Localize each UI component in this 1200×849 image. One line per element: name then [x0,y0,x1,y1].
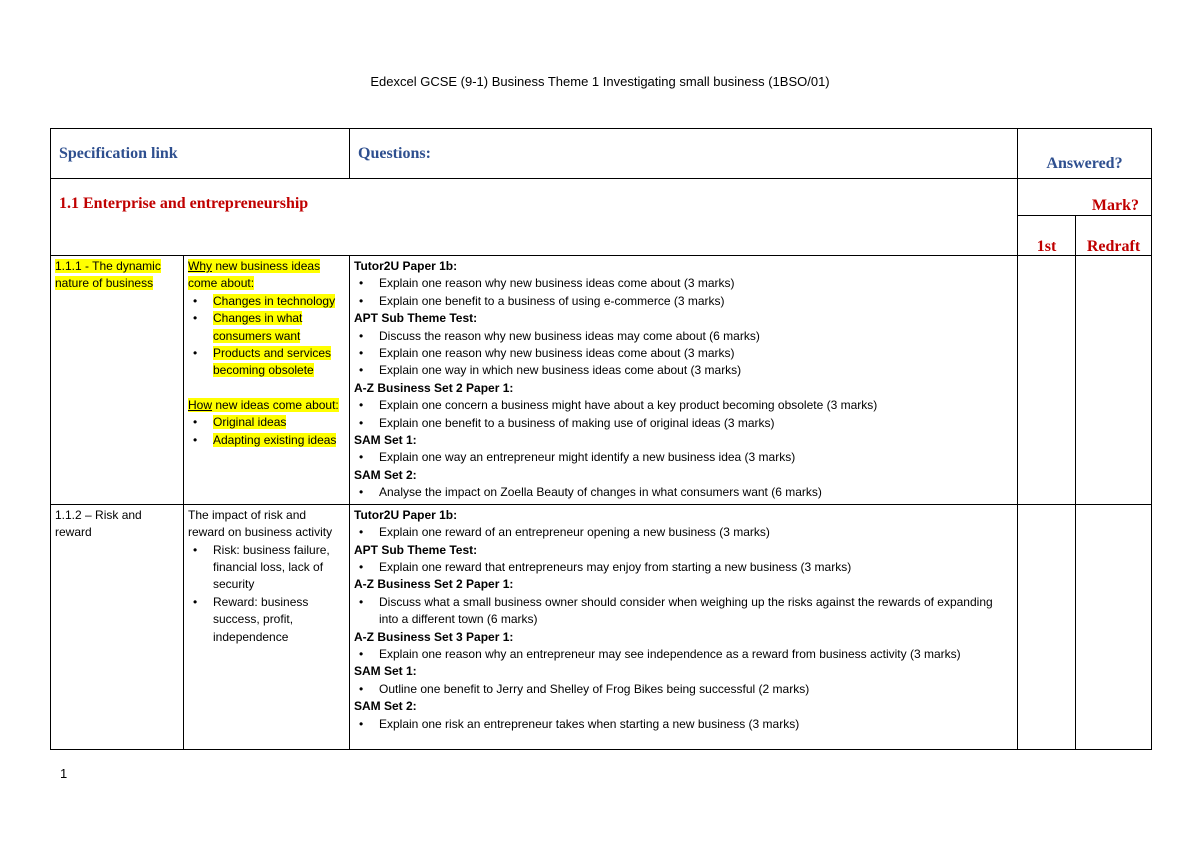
redraft-header: Redraft [1076,216,1152,256]
mark-first-cell[interactable] [1018,256,1076,505]
source-label: Tutor2U Paper 1b: [354,259,458,273]
question-item: • Explain one way in which new business ideas come about (3 marks) [354,362,1013,379]
source-label: A-Z Business Set 2 Paper 1: [354,380,514,395]
document-title: Edexcel GCSE (9-1) Business Theme 1 Investigating small business (1BSO/01) [370,74,830,89]
question-item: • Explain one benefit to a business of making use of original ideas (3 marks) [354,415,1013,432]
answered-header: Answered? [1018,129,1152,179]
questions-cell [350,256,1018,505]
questions-header: Questions: [350,129,1018,179]
question-item: • Explain one concern a business might have about a key product becoming obsolete (3 marks) [354,397,1013,414]
table-row [51,504,1152,749]
list-item: • Changes in technology [188,293,345,310]
question-item: • Discuss the reason why new business ideas may come about (6 marks) [354,328,1013,345]
source-label: SAM Set 1: [354,664,417,679]
page-number: 1 [60,766,68,781]
table-row [51,256,1152,505]
question-item: • Explain one benefit to a business of using e-commerce (3 marks) [354,293,1013,310]
source-label: SAM Set 1: [354,433,417,448]
list-item: • Products and services becoming obsolete [188,345,345,380]
question-item: • Outline one benefit to Jerry and Shelley of Frog Bikes being successful (2 marks) [354,681,1013,698]
question-item: • Explain one risk an entrepreneur takes when starting a new business (3 marks) [354,716,1013,733]
list-item: • Changes in what consumers want [188,310,345,345]
question-item: • Explain one reward that entrepreneurs may enjoy from starting a new business (3 marks) [354,559,1013,576]
list-item: • Reward: business success, profit, independence [188,594,345,646]
list-item: • Original ideas [188,414,345,431]
spec-content: The impact of risk and reward on business activity • Risk: business failure, financial loss, lack of security • Reward: business success, profit, independence [184,504,350,749]
spec-table [50,128,1152,750]
question-item: • Explain one reward of an entrepreneur opening a new business (3 marks) [354,524,1013,541]
spec-code: 1.1.1 - The dynamic nature of business [51,256,184,505]
mark-redraft-cell[interactable] [1076,504,1152,749]
question-item: • Discuss what a small business owner should consider when weighing up the risks against the rewards of expanding into a different town (6 marks) [354,594,1013,629]
mark-header: Mark? [1018,179,1152,216]
section-row [51,179,1152,216]
question-item: • Explain one reason why new business ideas come about (3 marks) [354,345,1013,362]
source-label: Tutor2U Paper 1b: [354,507,458,522]
spec-content: Why new business ideas come about: • Changes in technology • Changes in what consumers want • Products and services becoming obsolete How new ideas come about: • Original ideas • Adapting existing ideas [184,256,350,505]
mark-redraft-cell[interactable] [1076,256,1152,505]
list-item: • Risk: business failure, financial loss, lack of security [188,542,345,594]
source-label: A-Z Business Set 2 Paper 1: [354,577,514,592]
question-item: • Explain one reason why new business ideas come about (3 marks) [354,275,1013,292]
spec-code: 1.1.2 – Risk and reward [51,504,184,749]
question-item: • Analyse the impact on Zoella Beauty of changes in what consumers want (6 marks) [354,484,1013,501]
list-item: • Adapting existing ideas [188,432,345,449]
first-header: 1st [1018,216,1076,256]
header-row [51,129,1152,179]
source-label: SAM Set 2: [354,467,417,482]
source-label: APT Sub Theme Test: [354,311,478,326]
mark-first-cell[interactable] [1018,504,1076,749]
question-item: • Explain one reason why an entrepreneur may see independence as a reward from business activity (3 marks) [354,646,1013,663]
source-label: A-Z Business Set 3 Paper 1: [354,629,514,644]
section-title: 1.1 Enterprise and entrepreneurship [51,179,1018,256]
source-label: APT Sub Theme Test: [354,542,478,557]
source-label: SAM Set 2: [354,699,417,714]
question-item: • Explain one way an entrepreneur might identify a new business idea (3 marks) [354,449,1013,466]
spec-link-header: Specification link [51,129,350,179]
questions-cell [350,504,1018,749]
